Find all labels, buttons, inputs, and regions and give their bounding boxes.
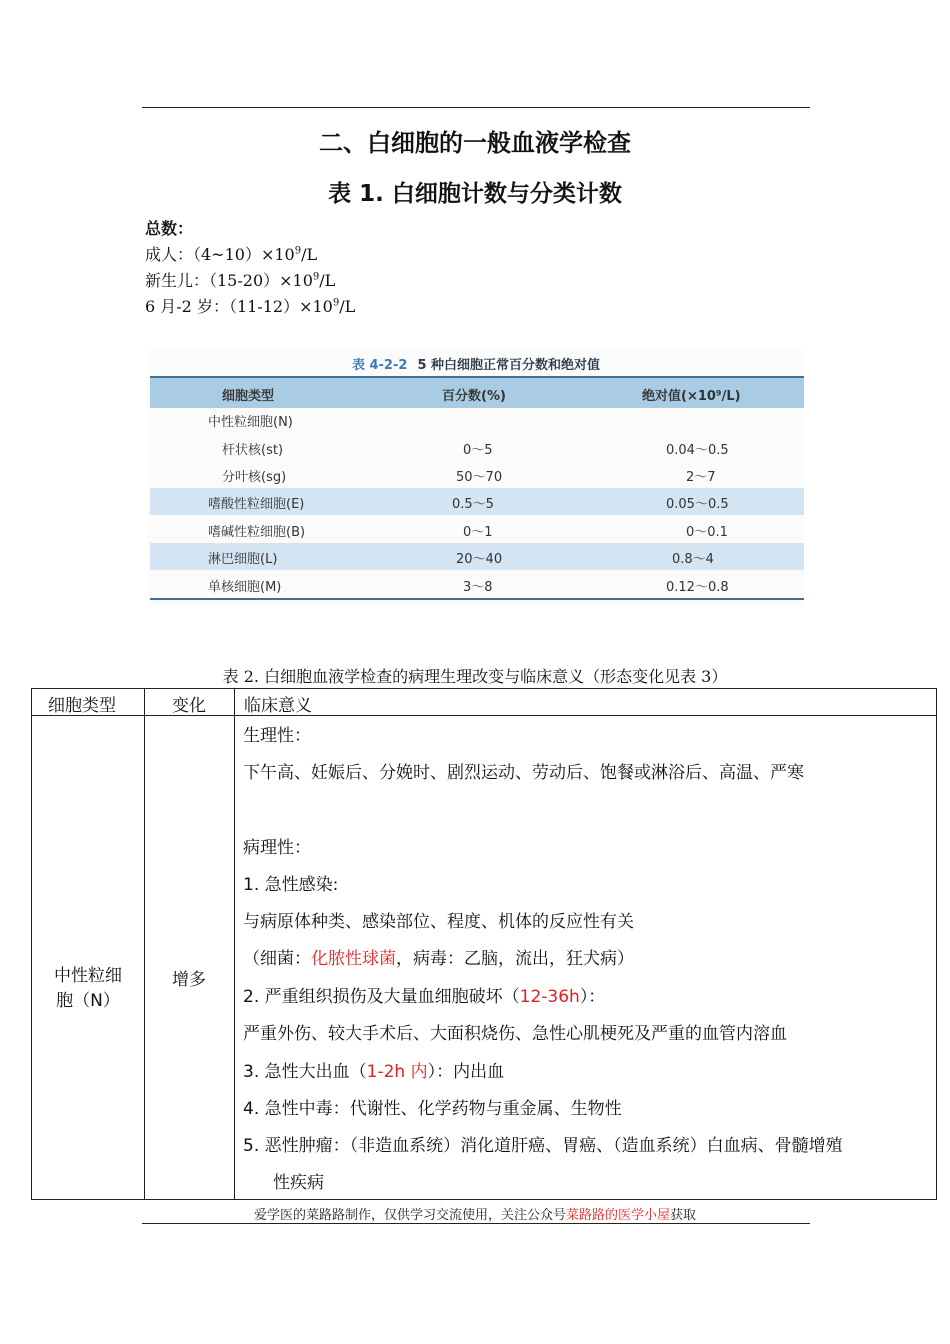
item-acute-infection-text: 与病原体种类、感染部位、程度、机体的反应性有关 (243, 912, 634, 932)
ref-header-type: 细胞类型 (222, 389, 275, 404)
physiological-label: 生理性： (243, 726, 311, 746)
footer-rule (142, 1223, 810, 1224)
ref-row: 中性粒细胞(N) (208, 415, 293, 430)
table2-cell-change: 增多 (172, 970, 206, 990)
pathological-label: 病理性： (243, 838, 311, 858)
item-malignant-tumor-cont: 性疾病 (273, 1173, 324, 1193)
ref-row: 单核细胞(M) 3～8 0.12～0.8 (208, 580, 729, 595)
item-acute-infection-example: （细菌：化脓性球菌，病毒：乙脑，流出，狂犬病） (243, 949, 634, 969)
totals-label: 总数： (145, 219, 194, 238)
item-tissue-injury: 2. 严重组织损伤及大量血细胞破坏（12-36h）： (243, 987, 606, 1007)
table2-column-divider (144, 689, 145, 1199)
totals-infant: 6 月-2 岁：$(11-12)\times 10^9/L$ (145, 297, 356, 316)
table2-column-divider (234, 689, 235, 1199)
item-acute-infection: 1. 急性感染: (243, 875, 339, 895)
reference-table-image (148, 350, 804, 605)
physiological-text: 下午高、妊娠后、分娩时、剧烈运动、劳动后、饱餐或淋浴后、高温、严寒 (243, 763, 804, 783)
table2-cell-type: 中性粒细 胞（N） (54, 966, 122, 1011)
item-tissue-injury-text: 严重外伤、较大手术后、大面积烧伤、急性心肌梗死及严重的血管内溶血 (243, 1024, 787, 1044)
table2-caption: 表 2. 白细胞血液学检查的病理生理改变与临床意义（形态变化见表 3） (222, 667, 728, 686)
ref-header-absolute: 绝对值(×10⁹/L) (642, 389, 741, 404)
table2-header-change: 变化 (172, 696, 206, 716)
table2 (31, 688, 937, 1200)
totals-newborn: 新生儿：$(15-20)\times 10^9/L$ (145, 271, 336, 290)
footer-note: 爱学医的菜路路制作，仅供学习交流使用，关注公众号菜路路的医学小屋获取 (253, 1208, 697, 1223)
reference-table-bottom-rule (150, 598, 804, 600)
table2-header-meaning: 临床意义 (244, 696, 312, 716)
ref-row: 杆状核(st) 0～5 0.04～0.5 (222, 443, 729, 458)
wbc-totals (145, 216, 355, 320)
item-malignant-tumor: 5. 恶性肿瘤：（非造血系统）消化道肝癌、胃癌、（造血系统）白血病、骨髓增殖 (243, 1136, 843, 1156)
table2-header-divider (32, 715, 936, 716)
table2-header-type: 细胞类型 (48, 696, 116, 716)
item-acute-poisoning: 4. 急性中毒：代谢性、化学药物与重金属、生物性 (243, 1099, 622, 1119)
item-acute-hemorrhage: 3. 急性大出血（1-2h 内）：内出血 (243, 1062, 505, 1082)
ref-row: 嗜碱性粒细胞(B) 0～1 0～0.1 (208, 525, 728, 540)
ref-row: 嗜酸性粒细胞(E) 0.5～5 0.05～0.5 (150, 488, 804, 515)
reference-table-caption: 表 4-2-2 5 种白细胞正常百分数和绝对值 (351, 358, 601, 373)
reference-table-header (150, 376, 804, 408)
table1-title: 表 1. 白细胞计数与分类计数 (328, 181, 622, 207)
ref-row: 分叶核(sg) 50～70 2～7 (222, 470, 716, 485)
section-title: 二、白细胞的一般血液学检查 (319, 129, 631, 157)
ref-row: 淋巴细胞(L) 20～40 0.8～4 (150, 543, 804, 570)
ref-header-percent: 百分数(%) (442, 389, 506, 404)
header-rule (142, 107, 810, 108)
totals-adult: 成人：$(4\sim 10)\times 10^9/L$ (145, 245, 318, 264)
